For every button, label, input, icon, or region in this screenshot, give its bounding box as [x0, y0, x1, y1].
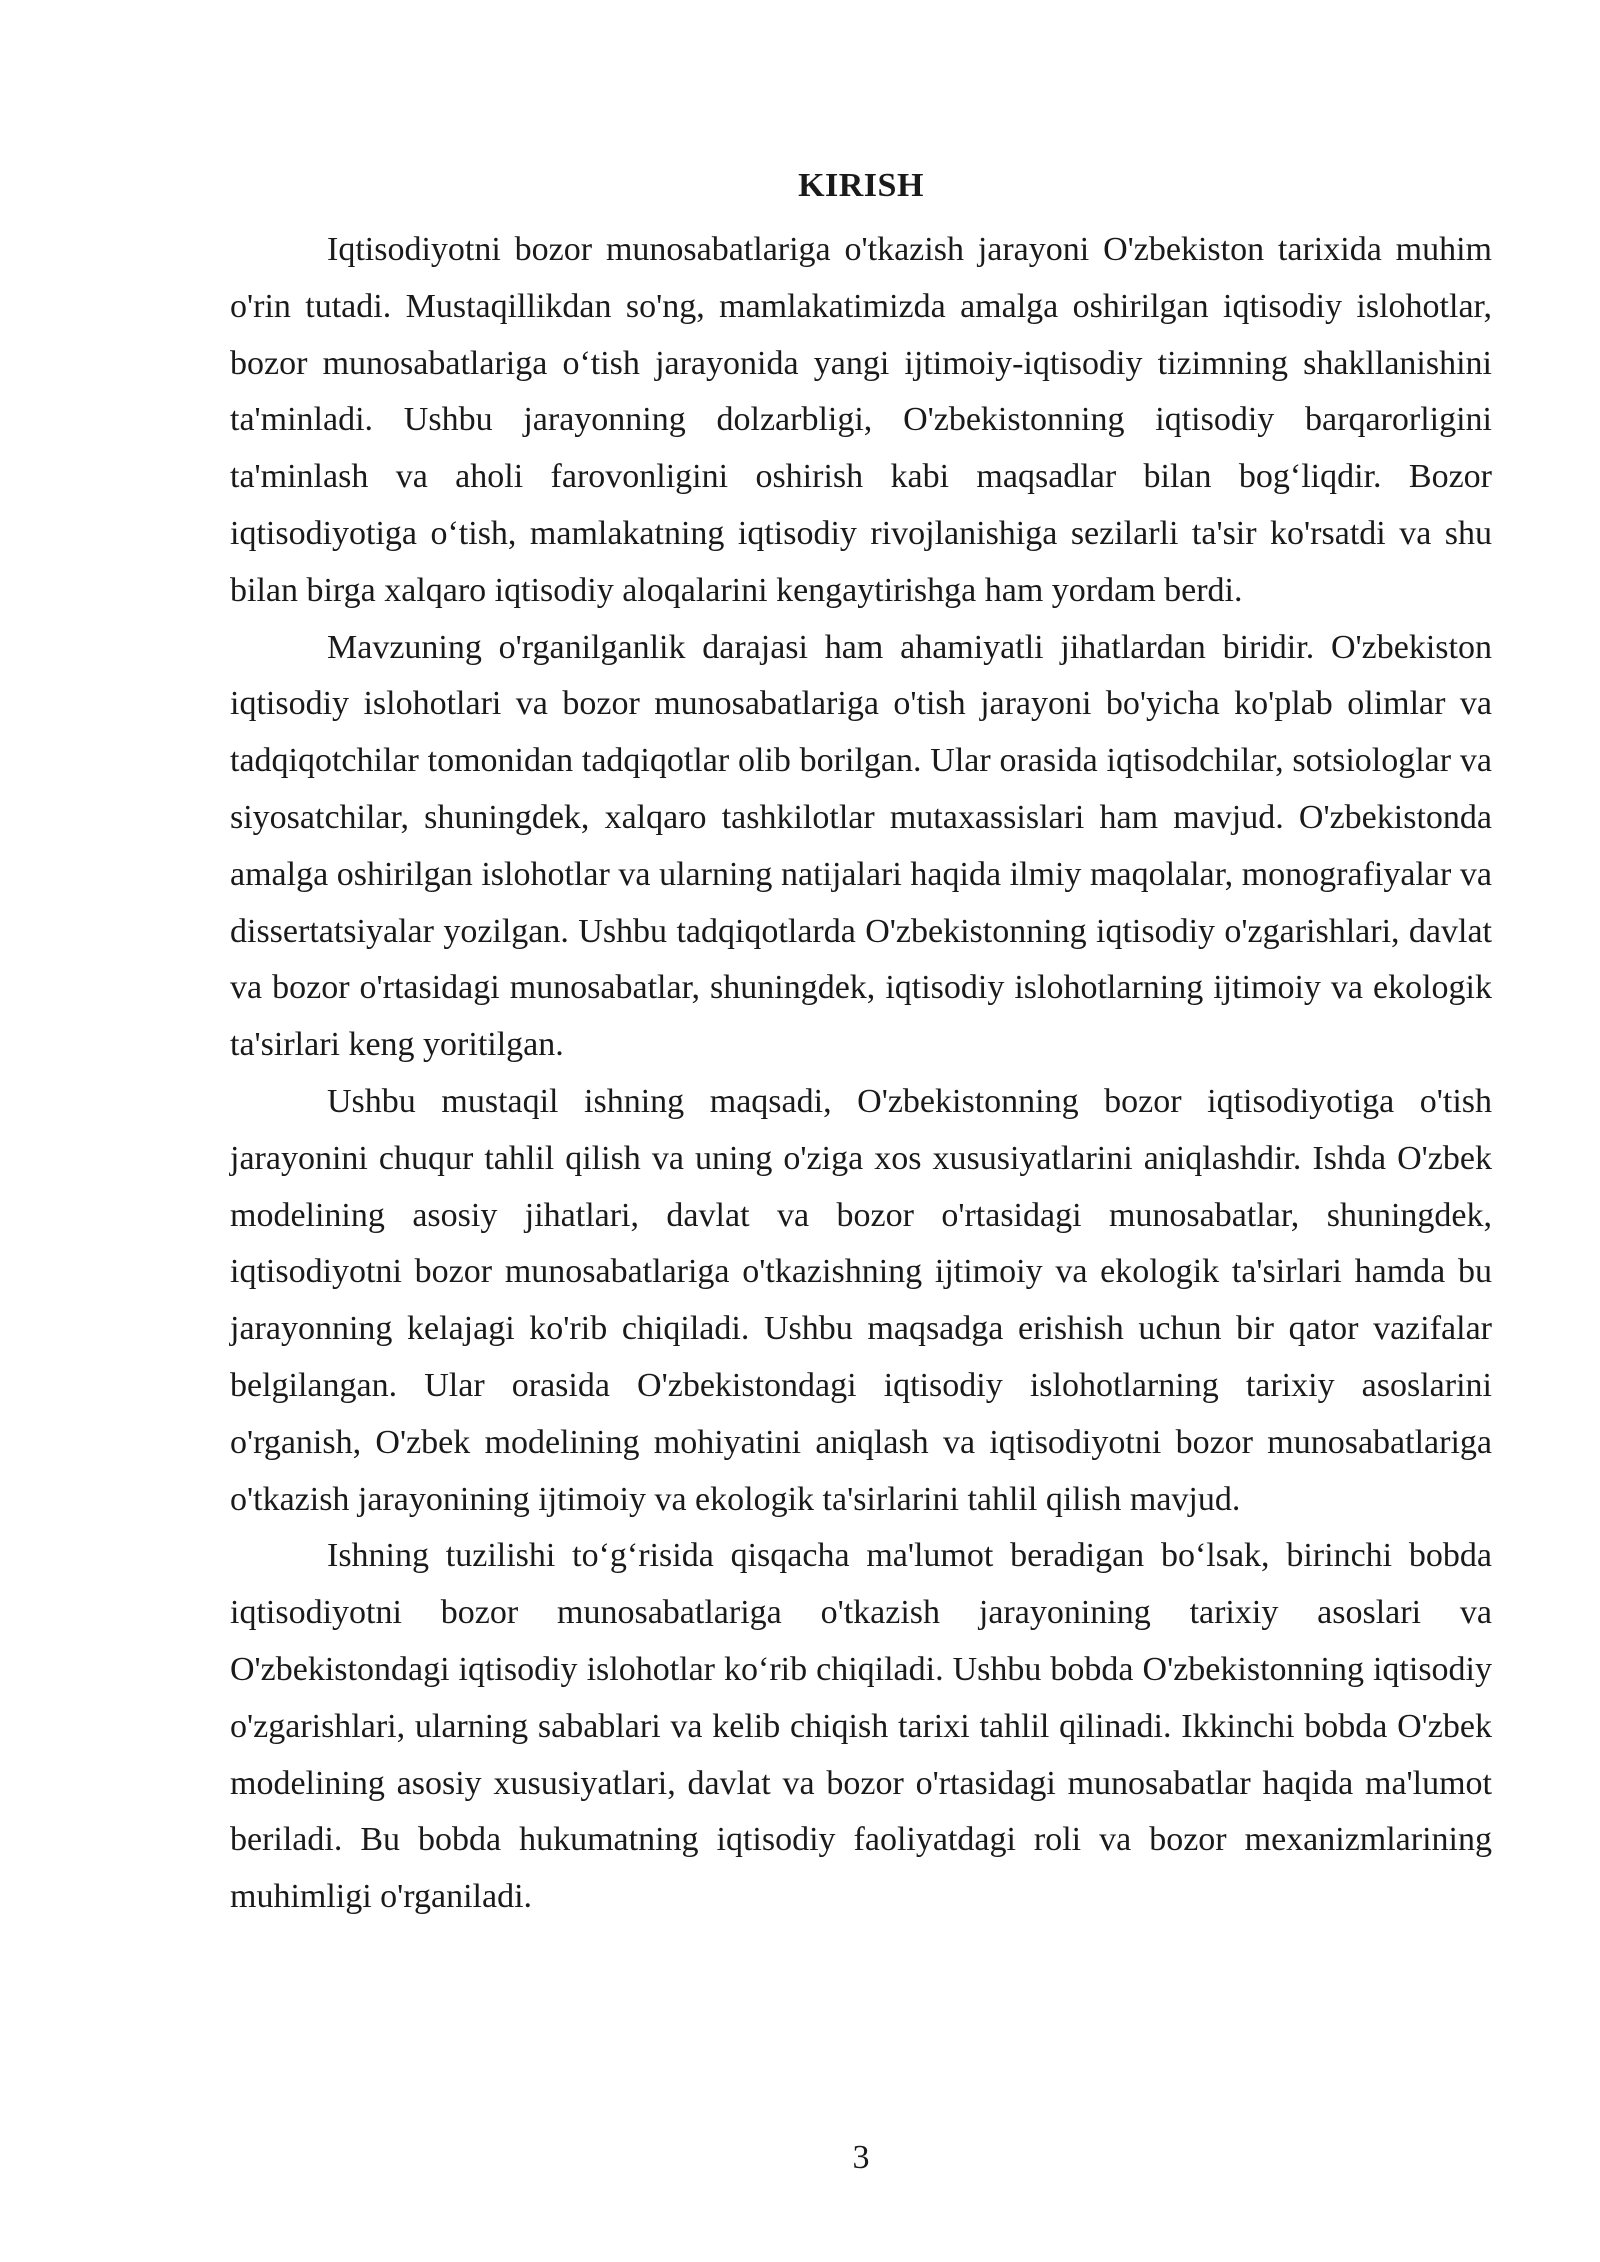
- page-number: 3: [852, 2139, 870, 2176]
- page-content: [230, 158, 1492, 1926]
- paragraph-goal: Ushbu mustaqil ishning maqsadi, O'zbekistonning bozor iqtisodiyotiga o'tish jarayonini chuqur tahlil qilish va uning o'ziga xos xususiyatlarini aniqlashdir. Ishda O'zbek modelining asosiy jihatlari, davlat va bozor o'rtasidagi munosabatlar, shuningdek, iqtisodiyotni bozor munosabatlariga o'tkazishning ijtimoiy va ekologik ta'sirlari hamda bu jarayonning kelajagi ko'rib chiqiladi. Ushbu maqsadga erishish uchun bir qator vazifalar belgilangan. Ular orasida O'zbekistondagi iqtisodiy islohotlarning tarixiy asoslarini o'rganish, O'zbek modelining mohiyatini aniqlash va iqtisodiyotni bozor munosabatlariga o'tkazish jarayonining ijtimoiy va ekologik ta'sirlarini tahlil qilish mavjud.: [230, 1082, 1492, 1518]
- paragraph-introduction: Iqtisodiyotni bozor munosabatlariga o'tkazish jarayoni O'zbekiston tarixida muhim o'rin tutadi. Mustaqillikdan so'ng, mamlakatimizda amalga oshirilgan iqtisodiy islohotlar, bozor munosabatlariga o‘tish jarayonida yangi ijtimoiy-iqtisodiy tizimning shakllanishini ta'minladi. Ushbu jarayonning dolzarbligi, O'zbekistonning iqtisodiy barqarorligini ta'minlash va aholi farovonligini oshirish kabi maqsadlar bilan bog‘liqdir. Bozor iqtisodiyotiga o‘tish, mamlakatning iqtisodiy rivojlanishiga sezilarli ta'sir ko'rsatdi va shu bilan birga xalqaro iqtisodiy aloqalarini kengaytirishga ham yordam berdi.: [230, 231, 1492, 609]
- paragraph-structure: Ishning tuzilishi to‘g‘risida qisqacha ma'lumot beradigan bo‘lsak, birinchi bobda iqtisodiyotni bozor munosabatlariga o'tkazish jarayonining tarixiy asoslari va O'zbekistondagi iqtisodiy islohotlar ko‘rib chiqiladi. Ushbu bobda O'zbekistonning iqtisodiy o'zgarishlari, ularning sabablari va kelib chiqish tarixi tahlil qilinadi. Ikkinchi bobda O'zbek modelining asosiy xususiyatlari, davlat va bozor o'rtasidagi munosabatlar haqida ma'lumot beriladi. Bu bobda hukumatning iqtisodiy faoliyatdagi roli va bozor mexanizmlarining muhimligi o'rganiladi.: [230, 1537, 1492, 1916]
- paragraph-study-level: Mavzuning o'rganilganlik darajasi ham ahamiyatli jihatlardan biridir. O'zbekiston iqtisodiy islohotlari va bozor munosabatlariga o'tish jarayoni bo'yicha ko'plab olimlar va tadqiqotchilar tomonidan tadqiqotlar olib borilgan. Ular orasida iqtisodchilar, sotsiologlar va siyosatchilar, shuningdek, xalqaro tashkilotlar mutaxassislari ham mavjud. O'zbekistonda amalga oshirilgan islohotlar va ularning natijalari haqida ilmiy maqolalar, monografiyalar va dissertatsiyalar yozilgan. Ushbu tadqiqotlarda O'zbekistonning iqtisodiy o'zgarishlari, davlat va bozor o'rtasidagi munosabatlar, shuningdek, iqtisodiy islohotlarning ijtimoiy va ekologik ta'sirlari keng yoritilgan.: [230, 628, 1492, 1064]
- section-title: KIRISH: [798, 167, 924, 204]
